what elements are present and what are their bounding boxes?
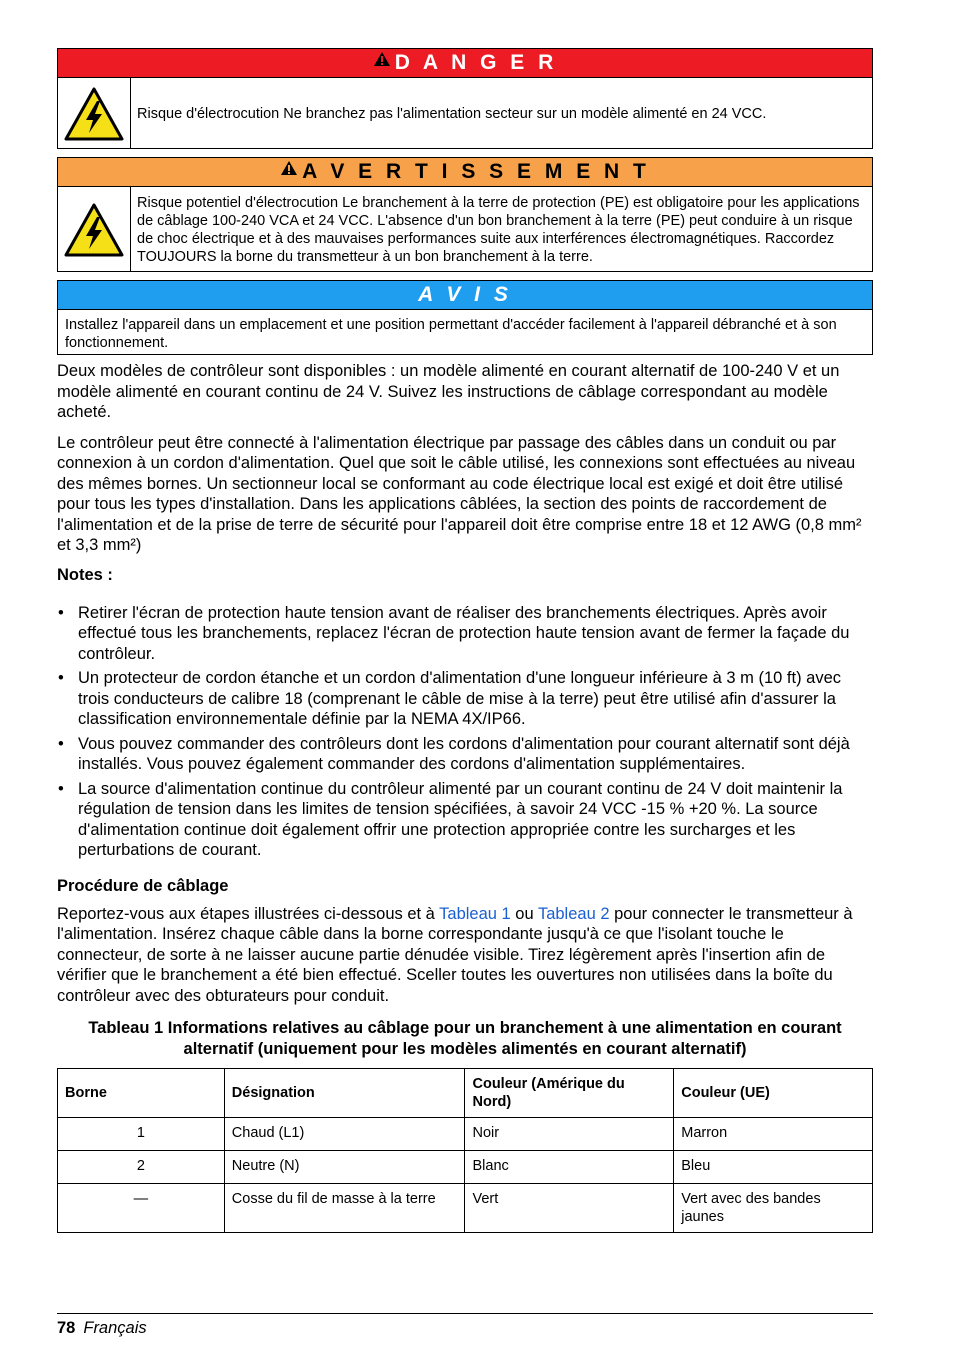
column-header: Borne [58,1069,225,1118]
warning-triangle-icon [373,47,391,75]
table-cell: 2 [58,1151,225,1184]
page-number: 78 [57,1319,76,1337]
list-item: • Retirer l'écran de protection haute tension avant de réaliser des branchements électriques. Après avoir effectué tous les branchements, replacez l'écran de protection haute tension avant de fermer la façade du contrôleur. [58,603,850,663]
table-cell: Bleu [674,1151,873,1184]
table-cell: Blanc [465,1151,674,1184]
warning-header [58,158,872,187]
table-row [58,1151,873,1184]
intro-paragraph: Deux modèles de contrôleur sont disponibles : un modèle alimenté en courant alternatif de 100-240 V et un modèle alimenté en courant continu de 24 V. Suivez les instructions de câblage correspondant au modèle acheté. [57,362,840,421]
table-header-row [58,1069,873,1118]
electric-shock-icon [58,78,131,149]
table-row [58,1118,873,1151]
list-item: • La source d'alimentation continue du contrôleur alimenté par un courant continu de 24 V doit maintenir la régulation de tension dans les limites de tension spécifiées, à savoir 24 VCC -15 % +20 %. La source d'alimentation continue doit également offrir une protection appropriée contre les surcharges et les perturbations de courant. [58,779,843,859]
table-caption: Tableau 1 Informations relatives au câblage pour un branchement à une alimentation en courant alternatif (uniquement pour les modèles alimentés en courant alternatif) [88,1019,842,1058]
notice-title: A V I S [418,283,512,306]
table-cell: — [58,1184,225,1233]
notice-text: Installez l'appareil dans un emplacement et une position permettant d'accéder facilement à l'appareil débranché et à son fonctionnement. [65,317,837,351]
table-cell: Chaud (L1) [224,1118,465,1151]
page-content [57,48,873,1233]
danger-header [58,49,872,78]
wiring-table [57,1068,873,1233]
table-cell: Marron [674,1118,873,1151]
list-item: • Un protecteur de cordon étanche et un cordon d'alimentation d'une longueur inférieure à 3 m (10 ft) avec trois conducteurs de calibre 18 (comprenant le câble de mise à la terre) peut être utilisé afin d'assurer la classification environnementale définie par la NEMA 4X/IP66. [58,669,842,728]
table-row [58,1184,873,1233]
table-cell: Noir [465,1118,674,1151]
bullet-icon: • [58,734,64,753]
bullet-icon: • [58,779,64,798]
electric-shock-icon [58,187,131,272]
warning-box [57,157,873,272]
danger-title: D A N G E R [394,51,558,74]
column-header: Couleur (UE) [674,1069,873,1118]
table-cell: Cosse du fil de masse à la terre [224,1184,465,1233]
table-cell: Vert [465,1184,674,1233]
table-cell: Vert avec des bandes jaunes [674,1184,873,1233]
procedure-paragraph: Reportez-vous aux étapes illustrées ci-dessous et à Tableau 1 ou Tableau 2 pour connecter le transmetteur à l'alimentation. Insérez chaque câble dans la borne correspondante jusqu'à ce que l'isolant touche le connecteur, de sorte à ne laisser aucune partie dénudée visible. Tirez légèrement après l'insertion afin de vérifier que le branchement a été bien effectué. Sceller toutes les ouvertures non utilisées dans la boîte du contrôleur avec des obturateurs pour conduit. [57,904,853,1005]
column-header: Couleur (Amérique du Nord) [465,1069,674,1118]
bullet-icon: • [58,669,64,687]
table-cell: 1 [58,1118,225,1151]
connection-paragraph: Le contrôleur peut être connecté à l'alimentation électrique par passage des câbles dans un conduit ou par connexion à un cordon d'alimentation. Quel que soit le câble utilisé, les connexions sont effectuées au niveau des mêmes bornes. Un sectionneur local se conformant au code électrique local est exigé et doit être utilisé pour tous les types d'installation. Dans les applications câblées, la section des points de raccordement de l'alimentation et de la prise de terre de sécurité pour l'appareil doit être comprise entre 18 et 12 AWG (0,8 mm² et 3,3 mm²) [57,433,862,554]
list-item: • Vous pouvez commander des contrôleurs dont les cordons d'alimentation pour courant alternatif sont déjà installés. Vous pouvez également commander des cordons d'alimentation supplémentaires. [58,734,850,773]
table2-link[interactable]: Tableau 2 [537,904,610,923]
procedure-title: Procédure de câblage [57,876,229,895]
warning-title: A V E R T I S S E M E N T [302,160,650,183]
notice-box [57,280,873,355]
page-footer [57,1313,873,1338]
danger-text: Risque d'électrocution Ne branchez pas l'alimentation secteur sur un modèle alimenté en 24 VCC. [137,105,767,122]
notes-list [57,603,873,861]
danger-box [57,48,873,149]
table1-link[interactable]: Tableau 1 [439,904,511,923]
column-header: Désignation [224,1069,465,1118]
notes-title: Notes : [57,565,113,584]
table-cell: Neutre (N) [224,1151,465,1184]
bullet-icon: • [58,603,64,622]
warning-triangle-icon [280,156,298,184]
notice-header [58,281,872,310]
footer-language: Français [83,1319,147,1337]
warning-text: Risque potentiel d'électrocution Le branchement à la terre de protection (PE) est obligatoire pour les applications de câblage 100-240 VCA et 24 VCC. L'absence d'un bon branchement à la terre (PE) peut conduire à un risque de choc électrique et à des mauvaises performances suite aux interférences électromagnétiques. Raccordez TOUJOURS la borne du transmetteur à un bon branchement à la terre. [137,194,860,265]
